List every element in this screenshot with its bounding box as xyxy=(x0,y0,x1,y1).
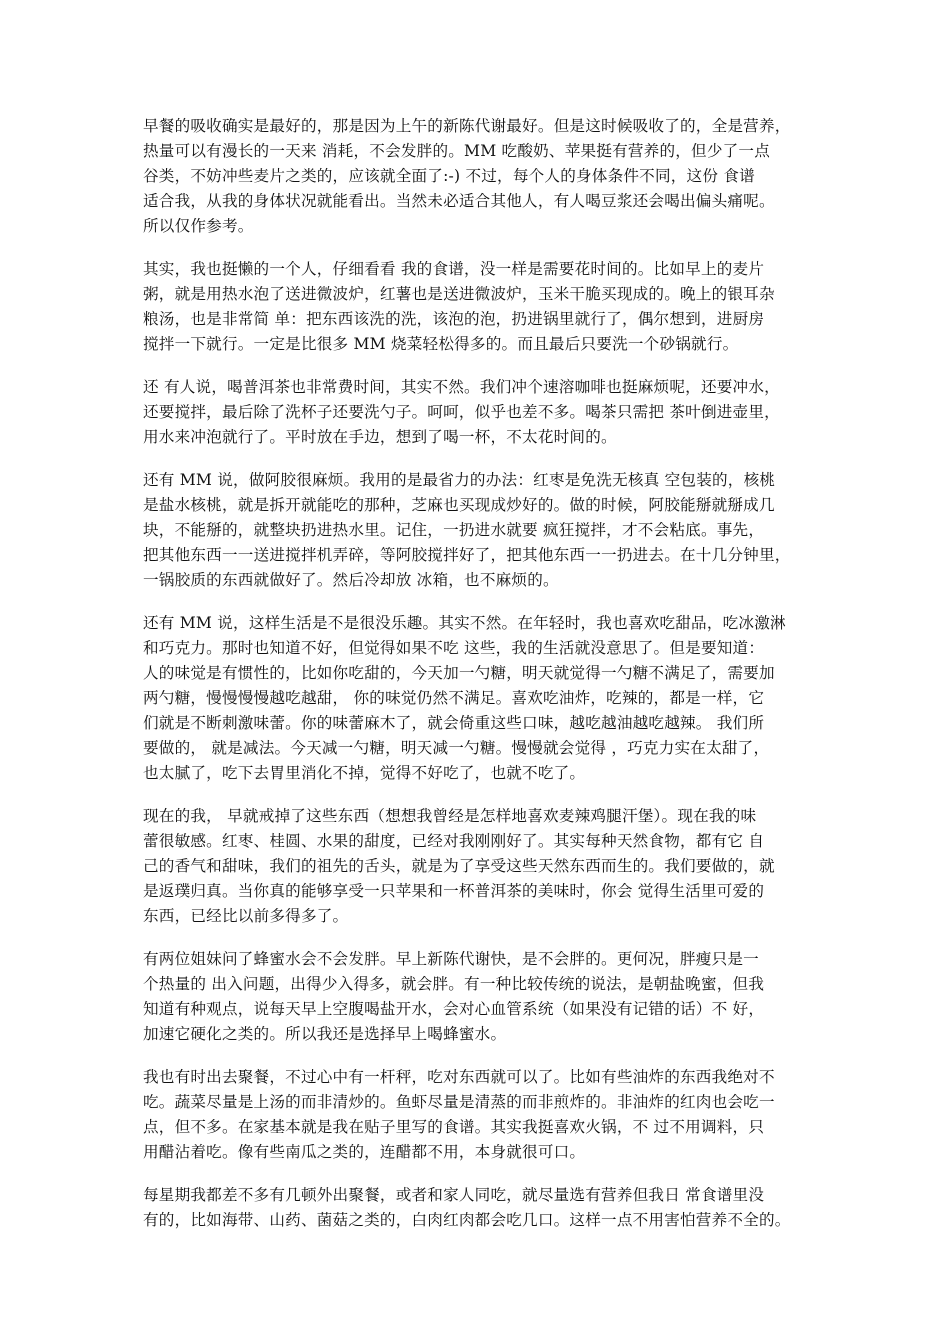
paragraph-line: 是返璞归真。当你真的能够享受一只苹果和一杯普洱茶的美味时，你会 觉得生活里可爱的 xyxy=(143,882,765,900)
paragraph-line: 粥，就是用热水泡了送进微波炉，红薯也是送进微波炉，玉米干脆买现成的。晚上的银耳杂 xyxy=(143,285,775,303)
paragraph-line: 热量可以有漫长的一天来 消耗，不会发胖的。MM 吃酸奶、苹果挺有营养的，但少了一点 xyxy=(143,142,771,160)
paragraph-line: 和巧克力。那时也知道不好，但觉得如果不吃 这些，我的生活就没意思了。但是要知道： xyxy=(143,639,765,657)
paragraph xyxy=(143,804,811,929)
paragraph-line: 是盐水核桃，就是拆开就能吃的那种，芝麻也买现成炒好的。做的时候，阿胶能掰就掰成几 xyxy=(143,496,775,514)
paragraph xyxy=(143,375,811,450)
paragraph xyxy=(143,468,811,593)
paragraph xyxy=(143,1065,811,1165)
paragraph-line: 个热量的 出入问题，出得少入得多，就会胖。有一种比较传统的说法，是朝盐晚蜜，但我 xyxy=(143,975,765,993)
paragraph-line: 粮汤，也是非常简 单：把东西该洗的洗，该泡的泡，扔进锅里就行了，偶尔想到，进厨房 xyxy=(143,310,765,328)
paragraph-line: 有两位姐妹问了蜂蜜水会不会发胖。早上新陈代谢快，是不会胖的。更何况，胖瘦只是一 xyxy=(143,950,759,968)
paragraph-line: 我也有时出去聚餐，不过心中有一杆秤，吃对东西就可以了。比如有些油炸的东西我绝对不 xyxy=(143,1068,775,1086)
paragraph-line: 谷类，不妨冲些麦片之类的，应该就全面了:-) 不过，每个人的身体条件不同，这份 食谱 xyxy=(143,167,755,185)
paragraph-line: 搅拌一下就行。一定是比很多 MM 烧菜轻松得多的。而且最后只要洗一个砂锅就行。 xyxy=(143,335,739,353)
paragraph-line: 们就是不断刺激味蕾。你的味蕾麻木了，就会倚重这些口味，越吃越油越吃越辣。 我们所 xyxy=(143,714,765,732)
paragraph-line: 把其他东西一一送进搅拌机弄碎，等阿胶搅拌好了，把其他东西一一扔进去。在十几分钟里， xyxy=(143,546,791,564)
paragraph-line: 人的味觉是有惯性的，比如你吃甜的，今天加一勺糖，明天就觉得一勺糖不满足了，需要加 xyxy=(143,664,775,682)
paragraph-line: 有的，比如海带、山药、菌菇之类的，白肉红肉都会吃几口。这样一点不用害怕营养不全的。 xyxy=(143,1211,791,1229)
paragraph-line: 己的香气和甜味，我们的祖先的舌头，就是为了享受这些天然东西而生的。我们要做的，就 xyxy=(143,857,775,875)
paragraph xyxy=(143,611,811,786)
paragraph-line: 适合我，从我的身体状况就能看出。当然未必适合其他人，有人喝豆浆还会喝出偏头痛呢。 xyxy=(143,192,775,210)
paragraph-line: 东西，已经比以前多得多了。 xyxy=(143,907,349,925)
paragraph-line: 蕾很敏感。红枣、桂圆、水果的甜度，已经对我刚刚好了。其实每种天然食物，都有它 自 xyxy=(143,832,765,850)
paragraph-line: 知道有种观点，说每天早上空腹喝盐开水，会对心血管系统（如果没有记错的话）不 好， xyxy=(143,1000,765,1018)
paragraph-line: 点，但不多。在家基本就是我在贴子里写的食谱。其实我挺喜欢火锅，不 过不用调料，只 xyxy=(143,1118,765,1136)
paragraph-line: 早餐的吸收确实是最好的，那是因为上午的新陈代谢最好。但是这时候吸收了的，全是营养， xyxy=(143,117,791,135)
paragraph-line: 一锅胶质的东西就做好了。然后冷却放 冰箱，也不麻烦的。 xyxy=(143,571,559,589)
paragraph xyxy=(143,1183,811,1233)
paragraph-line: 还有 MM 说，做阿胶很麻烦。我用的是最省力的办法：红枣是免洗无核真 空包装的，核桃 xyxy=(143,471,776,489)
paragraph-line: 还有 MM 说，这样生活是不是很没乐趣。其实不然。在年轻时，我也喜欢吃甜品，吃冰激淋 xyxy=(143,614,786,632)
paragraph-line: 要做的， 就是减法。今天减一勺糖，明天减一勺糖。慢慢就会觉得 ，巧克力实在太甜了， xyxy=(143,739,770,757)
paragraph-line: 用醋沾着吃。像有些南瓜之类的，连醋都不用，本身就很可口。 xyxy=(143,1143,586,1161)
paragraph xyxy=(143,257,811,357)
paragraph-line: 其实，我也挺懒的一个人，仔细看看 我的食谱，没一样是需要花时间的。比如早上的麦片 xyxy=(143,260,765,278)
paragraph-line: 每星期我都差不多有几顿外出聚餐，或者和家人同吃，就尽量选有营养但我日 常食谱里没 xyxy=(143,1186,765,1204)
paragraph-line: 还要搅拌，最后除了洗杯子还要洗勺子。呵呵，似乎也差不多。喝茶只需把 茶叶倒进壶里， xyxy=(143,403,780,421)
paragraph-line: 也太腻了，吃下去胃里消化不掉，觉得不好吃了，也就不吃了。 xyxy=(143,764,586,782)
paragraph-line: 用水来冲泡就行了。平时放在手边，想到了喝一杯，不太花时间的。 xyxy=(143,428,617,446)
document-body xyxy=(143,114,811,1251)
paragraph-line: 所以仅作参考。 xyxy=(143,217,254,235)
paragraph-line: 块，不能掰的，就整块扔进热水里。记住，一扔进水就要 疯狂搅拌，才不会粘底。事先， xyxy=(143,521,765,539)
paragraph-line: 还 有人说，喝普洱茶也非常费时间，其实不然。我们冲个速溶咖啡也挺麻烦呢，还要冲水， xyxy=(143,378,780,396)
paragraph-line: 加速它硬化之类的。所以我还是选择早上喝蜂蜜水。 xyxy=(143,1025,507,1043)
paragraph xyxy=(143,114,811,239)
paragraph-line: 现在的我， 早就戒掉了这些东西（想想我曾经是怎样地喜欢麦辣鸡腿汗堡）。现在我的味 xyxy=(143,807,757,825)
paragraph-line: 吃。蔬菜尽量是上汤的而非清炒的。鱼虾尽量是清蒸的而非煎炸的。非油炸的红肉也会吃一 xyxy=(143,1093,775,1111)
paragraph-line: 两勺糖，慢慢慢慢越吃越甜， 你的味觉仍然不满足。喜欢吃油炸，吃辣的，都是一样，它 xyxy=(143,689,765,707)
paragraph xyxy=(143,947,811,1047)
